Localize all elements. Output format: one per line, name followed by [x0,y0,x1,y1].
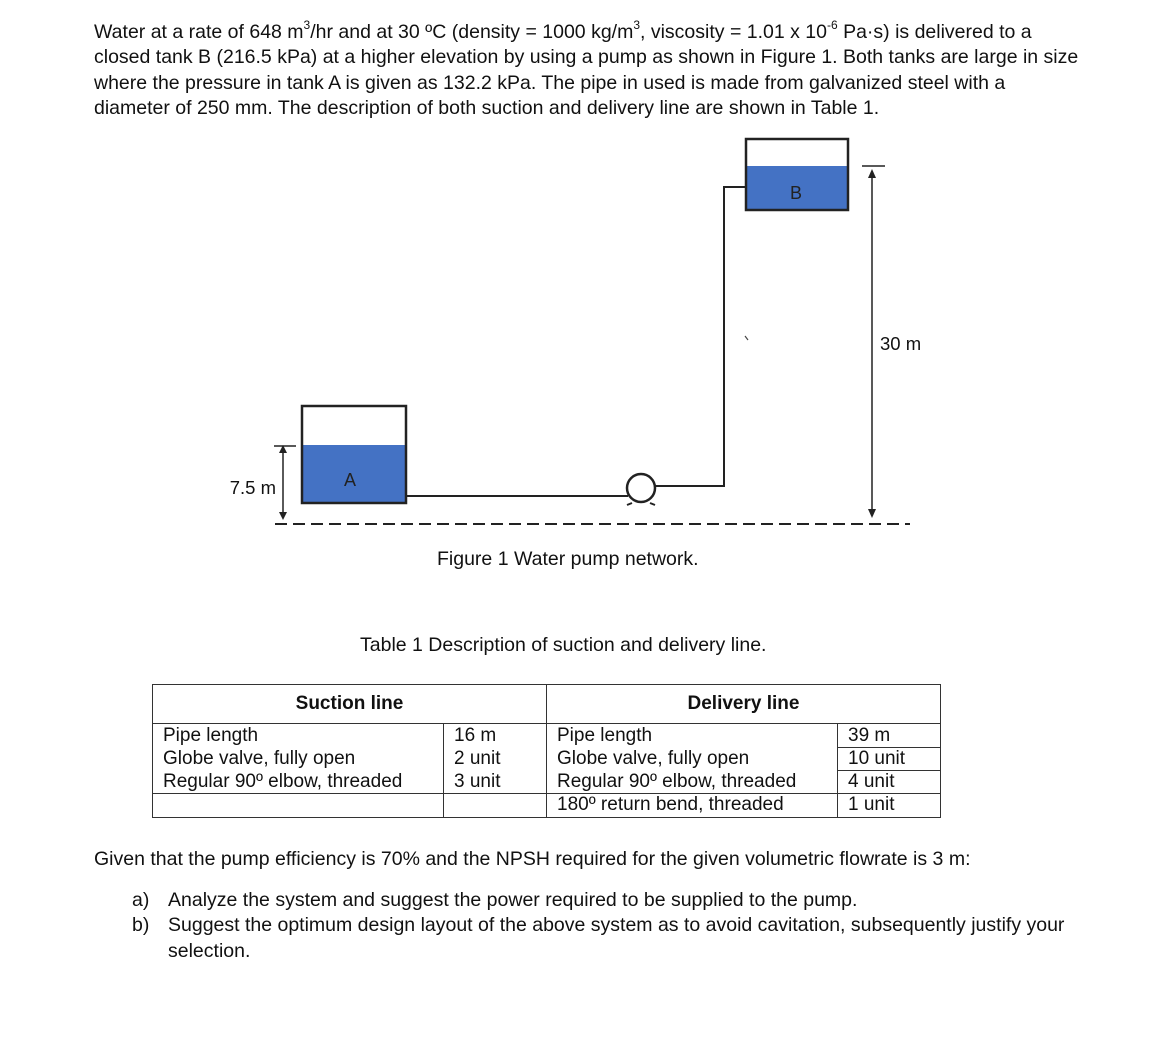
list-item [94,913,1084,964]
list-item [94,888,1084,913]
tank-b-label: B [789,183,803,203]
table-row [153,748,941,771]
suction-item: Regular 90º elbow, threaded [153,771,444,794]
table-row [153,794,941,818]
suction-item: Pipe length [153,724,444,748]
task-text: Suggest the optimum design layout of the above system as to avoid cavitation, subsequently justify your selection. [168,914,1065,962]
delivery-item: Regular 90º elbow, threaded [547,771,838,794]
delivery-header: Delivery line [547,685,941,724]
figure-caption: Figure 1 Water pump network. [437,548,699,570]
delivery-value: 10 unit [838,748,941,771]
suction-value [444,794,547,818]
table-caption: Table 1 Description of suction and delivery line. [360,634,767,656]
suction-value: 2 unit [444,748,547,771]
table-header-row [153,685,941,724]
tank-a-label: A [343,470,357,490]
pump-icon [627,474,655,505]
height-a-label: 7.5 m [229,477,276,498]
fittings-table [152,684,941,818]
suction-value: 3 unit [444,771,547,794]
table-row [153,724,941,748]
suction-item [153,794,444,818]
delivery-item: Pipe length [547,724,838,748]
delivery-pipe [655,187,760,486]
delivery-item: 180º return bend, threaded [547,794,838,818]
suction-item: Globe valve, fully open [153,748,444,771]
task-text: Analyze the system and suggest the power required to be supplied to the pump. [168,889,858,911]
height-b-label: 30 m [880,333,922,354]
height-a-dimension [274,445,296,520]
given-statement: Given that the pump efficiency is 70% and the NPSH required for the given volumetric flowrate is 3 m: [94,848,971,870]
delivery-value: 1 unit [838,794,941,818]
stray-mark [745,336,748,340]
suction-value: 16 m [444,724,547,748]
task-list [94,888,1084,964]
water-pump-network-figure [0,130,1170,530]
list-marker: a) [132,889,150,911]
delivery-value: 4 unit [838,771,941,794]
delivery-value: 39 m [838,724,941,748]
delivery-item: Globe valve, fully open [547,748,838,771]
list-marker: b) [132,914,150,937]
suction-header: Suction line [153,685,547,724]
problem-statement: Water at a rate of 648 $m^3/hr$ and at 30 ºC (density = 1000 $kg/m^3$, viscosity = 1.01 x $10^{-6}$ Pa·s) is delivered to a closed tank B (216.5 kPa) at a higher elevation by using a pump as shown in Figure 1. Both tanks are large in size where the pressure in tank A is given as 132.2 kPa. The pipe in used is made from galvanized steel with a diameter of 250 mm. The description of both suction and delivery line are shown in Table 1. [94,17,1079,119]
table-row [153,771,941,794]
